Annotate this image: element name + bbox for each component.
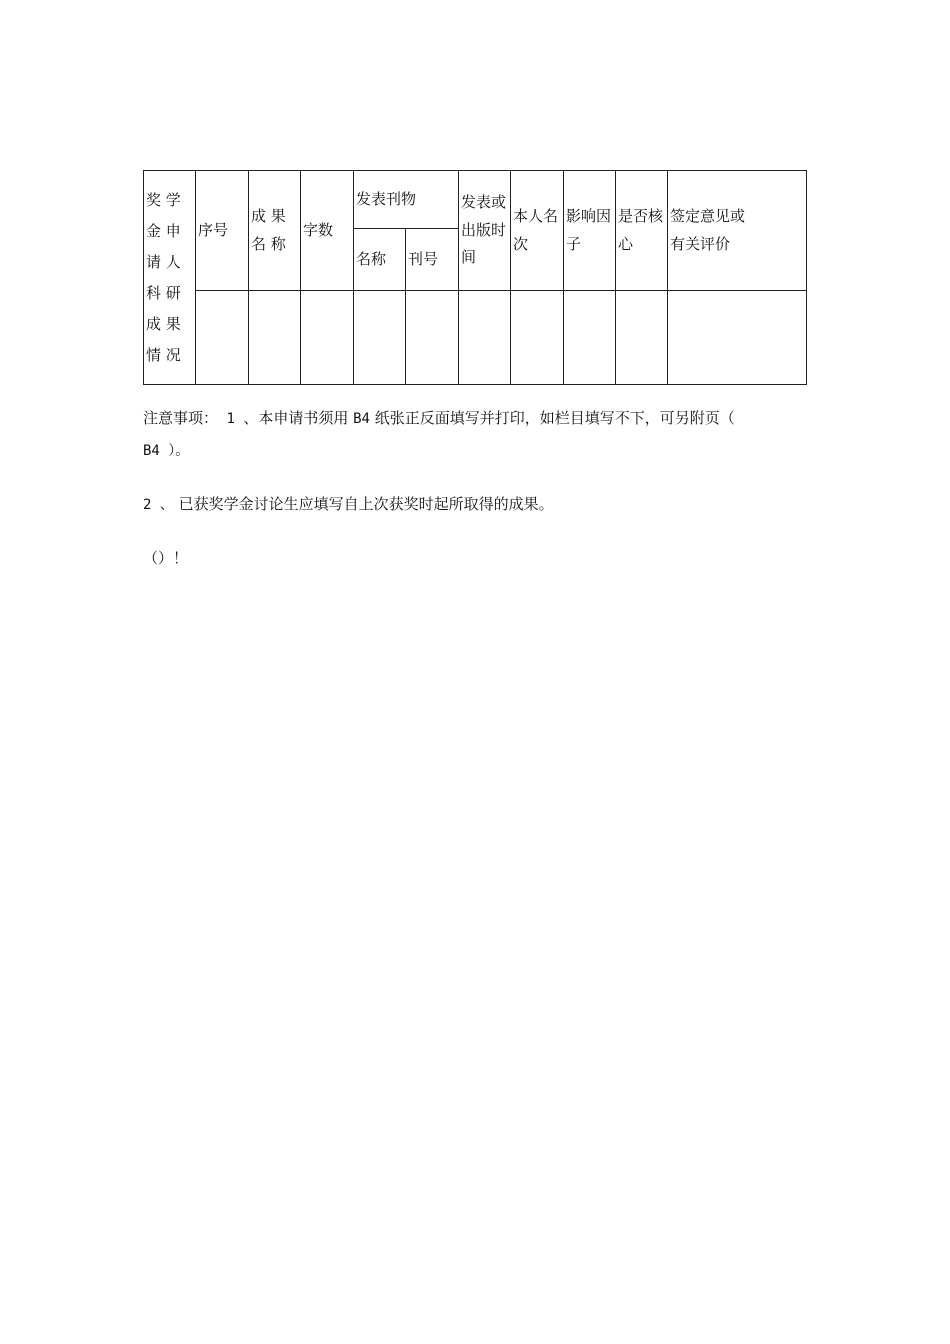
notes-item-3-text: （）！ [143, 549, 189, 567]
header-journal-label: 发表刊物 [356, 189, 417, 208]
notes-item-1-tail [143, 435, 813, 467]
header-serial-label: 序号 [198, 220, 229, 239]
header-serial [196, 171, 249, 291]
notes-item-1-text-a: 、本申请书须用 [243, 409, 354, 427]
header-is-core [616, 171, 668, 291]
header-result-title-line2: 名 称 [251, 234, 286, 253]
header-result-title [249, 171, 301, 291]
author-rank-cell[interactable] [511, 291, 564, 385]
publication-time-cell[interactable] [459, 291, 511, 385]
is-core-cell[interactable] [616, 291, 668, 385]
notes-item-1-tail-text: B4 ）。 [143, 443, 190, 459]
notes-item-1 [143, 403, 813, 467]
header-opinion-line1: 签定意见或 [670, 206, 746, 225]
table-row [144, 291, 807, 385]
header-publication-time-label: 发表或出版时间 [461, 192, 507, 267]
notes-heading: 注意事项： [143, 409, 219, 427]
result-title-cell[interactable] [249, 291, 301, 385]
header-is-core-label: 是否核心 [618, 206, 664, 253]
header-opinion [668, 171, 807, 291]
header-author-rank [511, 171, 564, 291]
header-publication-time [459, 171, 511, 291]
header-journal-name [354, 229, 406, 291]
header-word-count [301, 171, 354, 291]
notes-item-2-text [143, 489, 813, 521]
section-label-line: 请 人 [146, 252, 181, 271]
notes-item-1-text [143, 403, 813, 435]
section-label-cell [144, 171, 196, 385]
header-impact-factor-label: 影响因子 [566, 206, 612, 253]
journal-issue-cell[interactable] [406, 291, 459, 385]
section-label-line: 情 况 [146, 345, 181, 364]
notes-item-3 [143, 543, 813, 574]
notes-item-1-number: 1 [218, 411, 244, 427]
word-count-cell[interactable] [301, 291, 354, 385]
header-journal-issue-label: 刊号 [408, 249, 439, 268]
header-author-rank-label: 本人名次 [513, 206, 559, 253]
notes-item-2-body: 已获奖学金讨论生应填写自上次获奖时起所取得的成果。 [173, 495, 554, 513]
notes-paper-size: B4 [353, 411, 370, 427]
header-word-count-label: 字数 [303, 220, 334, 239]
header-result-title-line1: 成 果 [251, 206, 286, 225]
serial-cell[interactable] [196, 291, 249, 385]
section-label-line: 科 研 [146, 283, 181, 302]
notes-item-2 [143, 489, 813, 521]
header-journal-name-label: 名称 [356, 249, 387, 268]
research-results-table [143, 170, 807, 385]
section-label-line: 金 申 [146, 221, 181, 240]
notes-item-2-number: 2 、 [143, 497, 174, 513]
header-journal-issue [406, 229, 459, 291]
section-label-line: 成 果 [146, 314, 181, 333]
header-journal [354, 171, 459, 229]
notes-item-1-text-b: 纸张正反面填写并打印，如栏目填写不下，可另附页（ [369, 409, 735, 427]
header-impact-factor [564, 171, 616, 291]
section-label-line: 奖 学 [146, 190, 181, 209]
opinion-cell[interactable] [668, 291, 807, 385]
journal-name-cell[interactable] [354, 291, 406, 385]
impact-factor-cell[interactable] [564, 291, 616, 385]
header-opinion-line2: 有关评价 [670, 234, 731, 253]
